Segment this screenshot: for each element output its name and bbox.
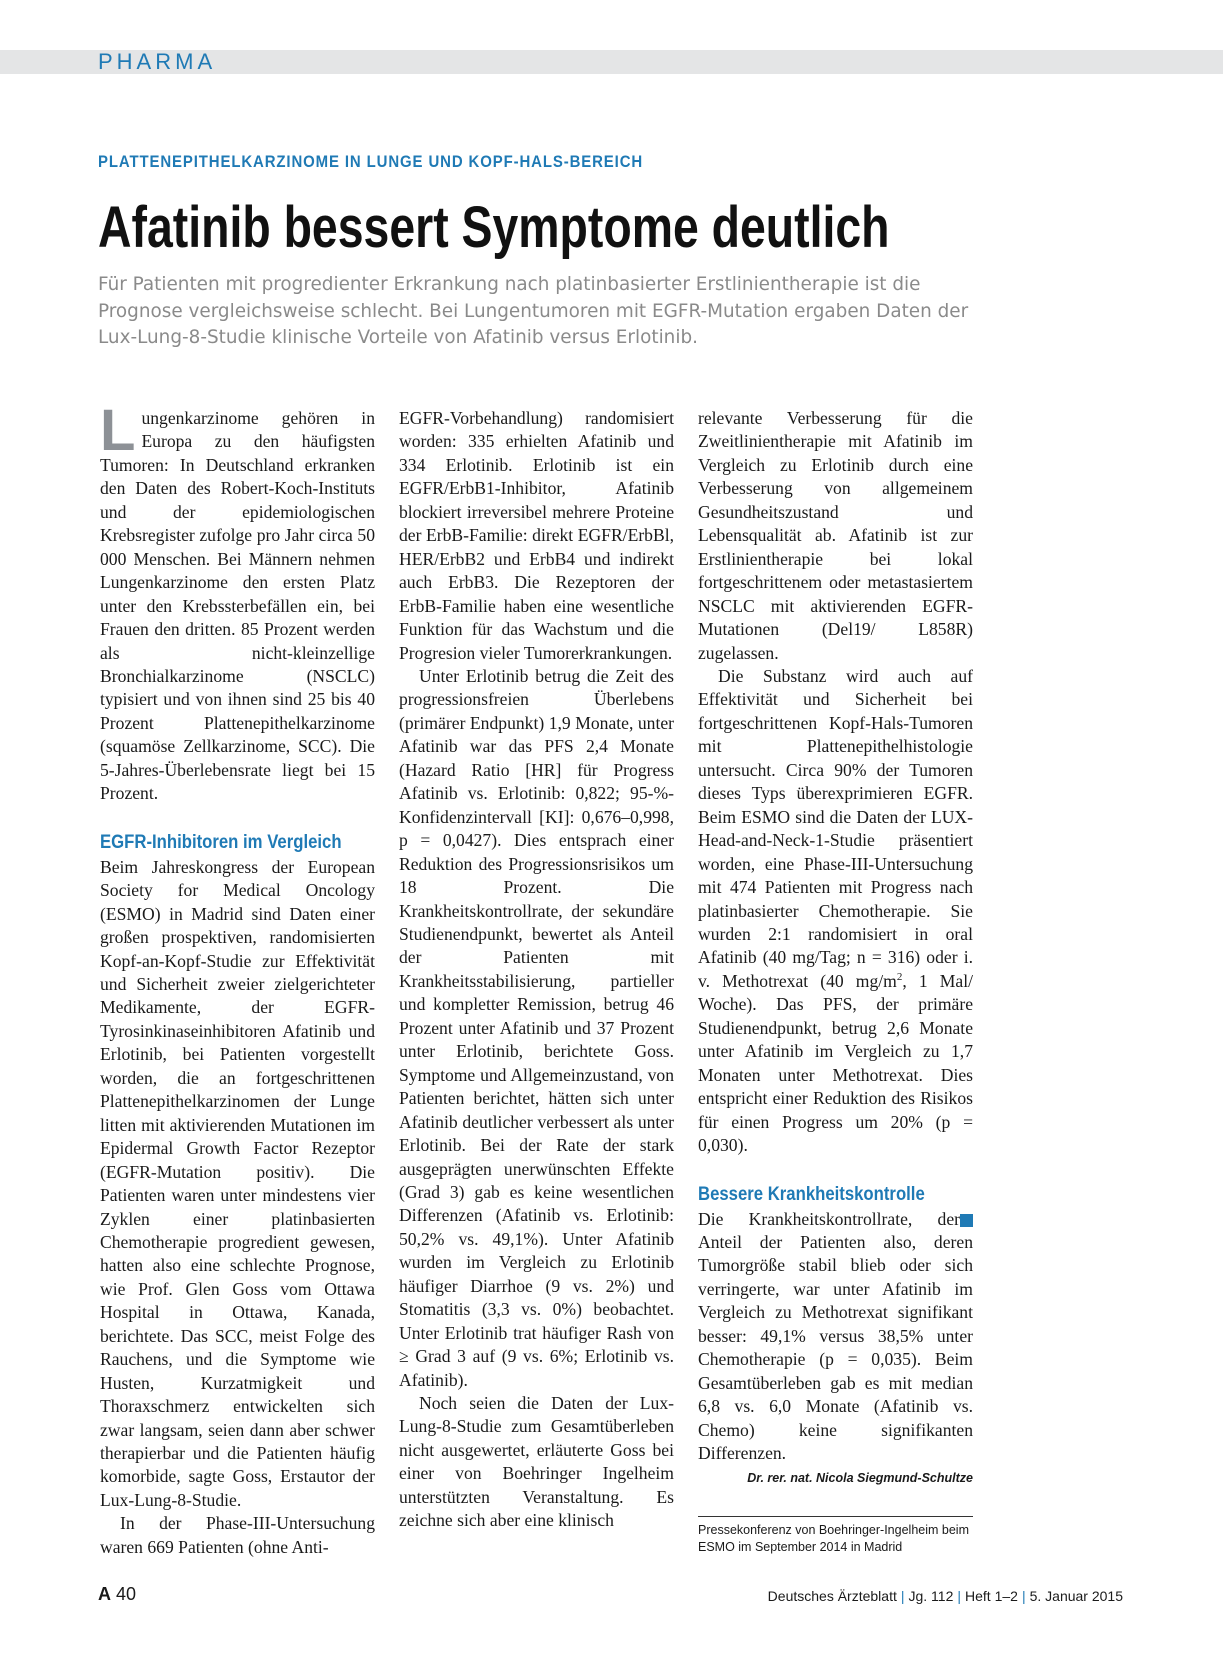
paragraph: EGFR-Vorbehandlung) randomisiert worden: 335 erhielten Afatinib und 334 Erlotinib. Erlotinib ist ein EGFR/ErbB1-Inhibitor, Afatinib blockiert irreversibel mehrere Proteine der ErbB-Familie: direkt EGFR/ErbBl, HER/ErbB2 und ErbB4 und indirekt auch ErbB3. Die Rezeptoren der ErbB-Familie haben eine wesentliche Funktion für das Wachstum und die Progresion vieler Tumorerkrankungen.: [399, 408, 674, 663]
column-2: [399, 407, 674, 1533]
page-number: A 40: [98, 1584, 137, 1604]
paragraph: Lungenkarzinome gehören in Europa zu den häufigsten Tumoren: In Deutschland erkranken den Daten des Robert-Koch-Instituts und der epidemiologischen Krebsregister zufolge pro Jahr circa 50 000 Menschen. Bei Männern nehmen Lungenkarzinome den ersten Platz unter den Krebssterbefällen ein, bei Frauen den dritten. 85 Prozent werden als nicht-kleinzellige Bronchialkarzinome (NSCLC) typisiert und von ihnen sind 25 bis 40 Prozent Plattenepithelkarzinome (squamöse Zellkarzinome, SCC). Die 5-Jahres-Überlebensrate liegt bei 15 Prozent.: [100, 398, 375, 804]
paragraph: Die Substanz wird auch auf Effektivität und Sicherheit bei fortgeschrittenen Kopf-Hals-Tumoren mit Plattenepithelhistologie untersucht. Circa 90% der Tumoren dieses Typs überexprimieren EGFR. Beim ESMO sind die Daten der LUX-Head-and-Neck-1-Studie präsentiert worden, eine Phase-III-Untersuchung mit 474 Patienten mit Progress nach platinbasierter Chemotherapie. Sie wurden 2:1 randomisiert in oral Afatinib (40 mg/Tag; n = 316) oder i. v. Methotrexat (40 $mg/m^2$, 1 Mal/ Woche). Das PFS, der primäre Studienendpunkt, betrug 2,6 Monate unter Afatinib im Vergleich zu 1,7 Monaten unter Methotrexat. Dies entspricht einer Reduktion des Risikos für einen Progress um 20% (p = 0,030).: [698, 665, 973, 1156]
paragraph: relevante Verbesserung für die Zweitlinientherapie mit Afatinib im Vergleich zu Erlotinib durch eine Verbesserung von allgemeinem Gesundheitszustand und Lebensqualität ab. Afatinib ist zur Erstlinientherapie bei lokal fortgeschrittenem oder metastasiertem NSCLC mit aktivierenden EGFR-Mutationen (Del19/ L858R) zugelassen.: [698, 408, 973, 663]
paragraph: Die Krankheitskontrollrate, der Anteil der Patienten also, deren Tumorgröße stabil blieb oder sich verringerte, war unter Afatinib im Vergleich zu Methotrexat signifikant besser: 49,1% versus 38,5% unter Chemotherapie (p = 0,035). Beim Gesamtüberleben gab es mit median 6,8 vs. 6,0 Monate (Afatinib vs. Chemo) keine signifikanten Differenzen.: [698, 1208, 973, 1464]
drop-cap: L: [100, 398, 136, 463]
paragraph: In der Phase-III-Untersuchung waren 669 Patienten (ohne Anti-: [100, 1513, 375, 1557]
article-kicker: PLATTENEPITHELKARZINOME IN LUNGE UND KOPF-HALS-BEREICH: [98, 152, 644, 171]
paragraph: Beim Jahreskongress der European Society for Medical Oncology (ESMO) in Madrid sind Daten einer großen prospektiven, randomisierten Kopf-an-Kopf-Studie zur Effektivität und Sicherheit zweier zielgerichteter Medikamente, der EGFR-Tyrosinkinaseinhibitoren Afatinib und Erlotinib, bei Patienten vorgestellt worden, die an fortgeschrittenen Plattenepithelkarzinomen der Lunge litten mit aktivierenden Mutationen im Epidermal Growth Factor Rezeptor (EGFR-Mutation positiv). Die Patienten waren unter mindestens vier Zyklen einer platinbasierten Chemotherapie progredient gewesen, hatten also eine schlechte Prognose, wie Prof. Glen Goss vom Ottawa Hospital in Ottawa, Kanada, berichtete. Das SCC, meist Folge des Rauchens, und die Symptome wie Husten, Kurzatmigkeit und Thoraxschmerz entwickelten sich zwar langsam, seien dann aber schwer therapierbar und die Patienten häufig komorbide, sagte Goss, Erstautor der Lux-Lung-8-Studie.: [100, 856, 375, 1510]
column-1: [100, 398, 375, 1559]
footer-citation: Deutsches Ärzteblatt | Jg. 112 | Heft 1–2 | 5. Januar 2015: [767, 1588, 1123, 1604]
column-3: [698, 407, 973, 1487]
section-label: PHARMA: [98, 49, 217, 74]
subheading-krankheitskontrolle: Bessere Krankheitskontrolle: [698, 1183, 925, 1205]
source-note: Pressekonferenz von Boehringer-Ingelheim beim ESMO im September 2014 in Madrid: [698, 1516, 973, 1556]
end-mark-icon: [960, 1214, 973, 1227]
paragraph: Unter Erlotinib betrug die Zeit des progressionsfreien Überlebens (primärer Endpunkt) 1,9 Monate, unter Afatinib war das PFS 2,4 Monate (Hazard Ratio [HR] für Progress Afatinib vs. Erlotinib: 0,822; 95-%-Konfidenzintervall [KI]: 0,676–0,998, p = 0,0427). Dies entsprach einer Reduktion des Progressionsrisikos um 18 Prozent. Die Krankheitskontrollrate, der sekundäre Studienendpunkt, bewertet als Anteil der Patienten mit Krankheitsstabilisierung, partieller und kompletter Remission, betrug 46 Prozent unter Afatinib und 37 Prozent unter Erlotinib, berichtete Goss. Symptome und Allgemeinzustand, von Patienten berichtet, hätten sich unter Afatinib deutlicher verbessert als unter Erlotinib. Bei der Rate der stark ausgeprägten unerwünschten Effekte (Grad 3) gab es keine wesentlichen Differenzen (Afatinib vs. Erlotinib: 50,2% vs. 49,1%). Unter Afatinib wurden im Vergleich zu Erlotinib häufiger Diarrhoe (9 vs. 2%) und Stomatitis (3,3 vs. 0%) beobachtet. Unter Erlotinib trat häufiger Rash von ≥ Grad 3 auf (9 vs. 6%; Erlotinib vs. Afatinib).: [399, 665, 674, 1390]
paragraph: Noch seien die Daten der Lux-Lung-8-Studie zum Gesamtüberleben nicht ausgewertet, erläuterte Goss bei einer von Boehringer Ingelheim unterstützten Veranstaltung. Es zeichne sich aber eine klinisch: [399, 1393, 674, 1531]
article-title: Afatinib bessert Symptome deutlich: [98, 195, 890, 260]
author-byline: Dr. rer. nat. Nicola Siegmund-Schultze: [747, 1471, 973, 1486]
article-lead: Für Patienten mit progredienter Erkrankung nach platinbasierter Erstlinientherapie ist die Prognose vergleichsweise schlecht. Bei Lungentumoren mit EGFR-Mutation ergaben Daten der Lux-Lung-8-Studie klinische Vorteile von Afatinib versus Erlotinib.: [98, 274, 969, 348]
subheading-egfr: EGFR-Inhibitoren im Vergleich: [100, 831, 342, 853]
